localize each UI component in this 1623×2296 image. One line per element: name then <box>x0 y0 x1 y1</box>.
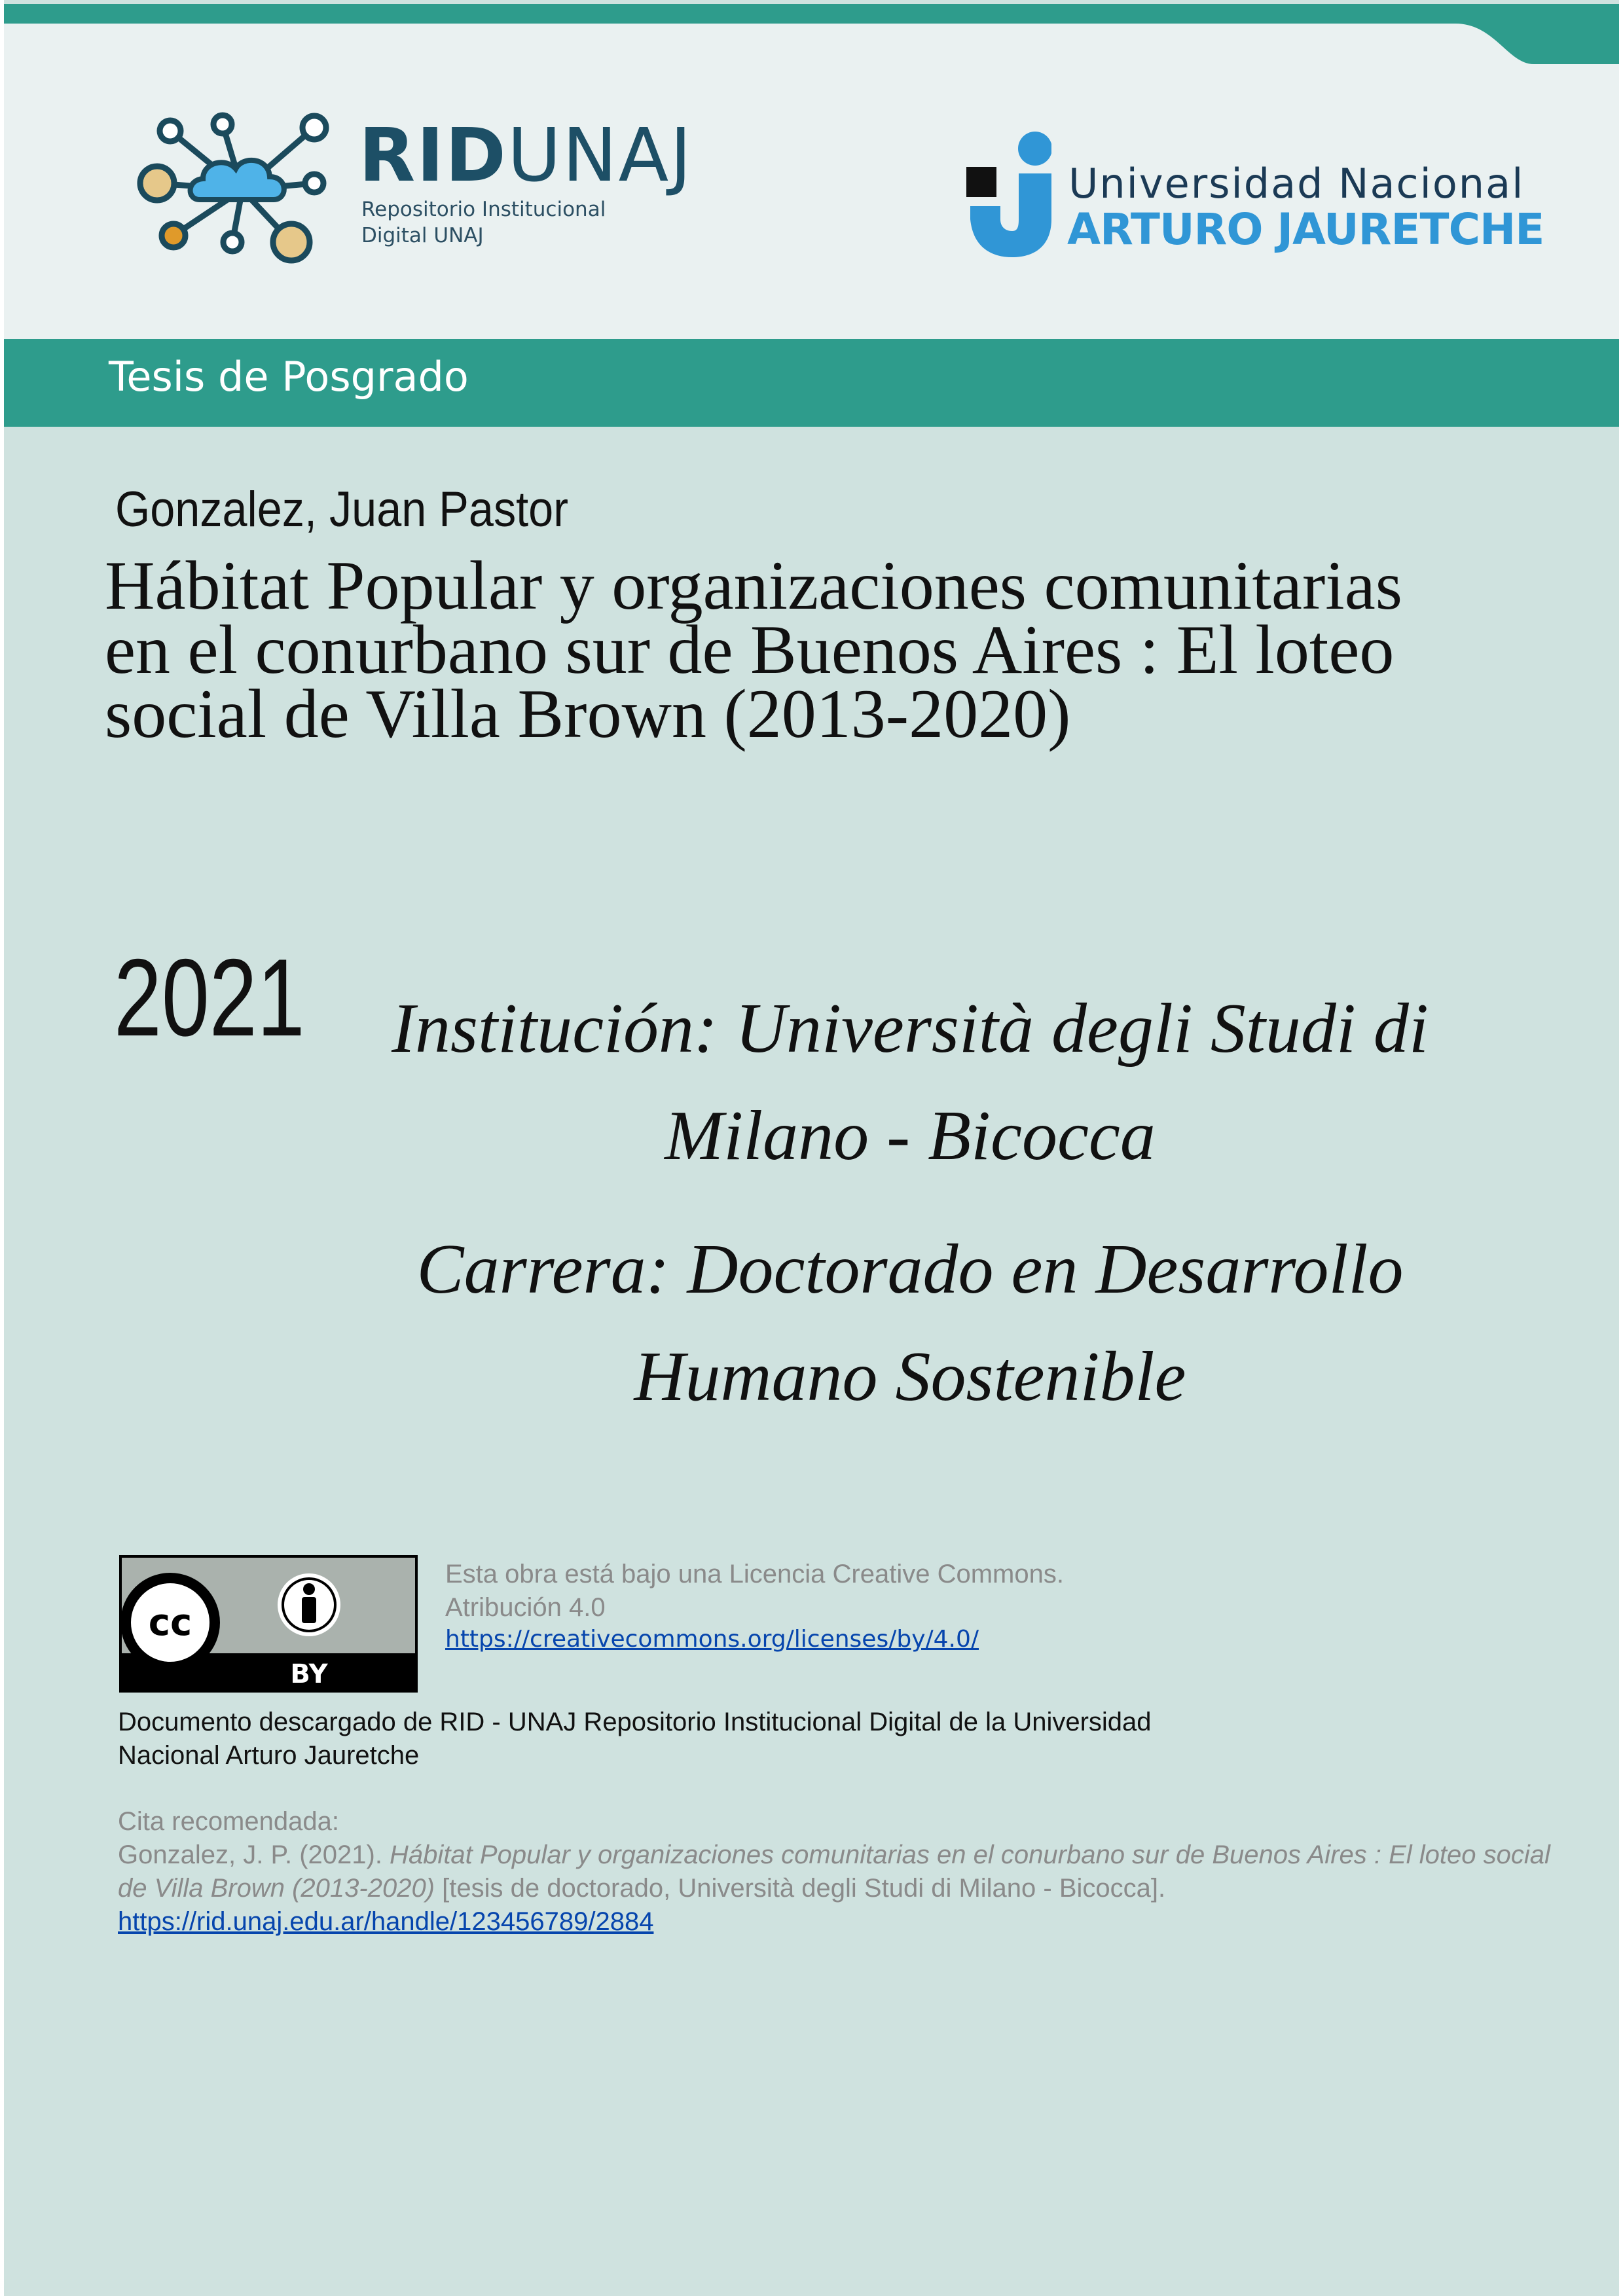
citation-text: Gonzalez, J. P. (2021). Hábitat Popular y organizaciones comunitarias en el conurbano sur de Buenos Aires : El loteo social de Villa Brown (2013-2020) [tesis de doctorado, Università degli Studi di Milano - Bicocca]. <box>118 1840 1550 1903</box>
institution: Institución: Università degli Studi di Milano - Bicocca <box>392 990 1429 1175</box>
cc-by-badge <box>119 1555 418 1693</box>
header-corner-decoration <box>1455 4 1619 69</box>
author-name: Gonzalez, Juan Pastor <box>115 482 568 537</box>
repository-name: RIDUNAJ <box>359 113 693 198</box>
repository-subtitle: Repositorio Institucional Digital UNAJ <box>361 198 606 247</box>
cc-letters: cc <box>148 1602 192 1644</box>
career: Carrera: Doctorado en Desarrollo Humano Sostenible <box>416 1230 1404 1416</box>
publication-year: 2021 <box>114 936 305 1059</box>
license-text: Esta obra está bajo una Licencia Creative Commons. Atribución 4.0 <box>445 1560 1064 1622</box>
header-top-bar <box>4 4 1619 24</box>
document-type-label: Tesis de Posgrado <box>109 353 469 401</box>
unaj-j-icon <box>966 128 1051 259</box>
citation-label: Cita recomendada: <box>118 1807 339 1836</box>
license-link[interactable]: https://creativecommons.org/licenses/by/4.0/ <box>445 1626 979 1653</box>
network-cloud-icon <box>124 111 360 268</box>
by-letters: BY <box>290 1659 328 1689</box>
thesis-title: Hábitat Popular y organizaciones comunitarias en el conurbano sur de Buenos Aires : El loteo social de Villa Brown (2013-2020) <box>105 547 1403 752</box>
page-right-border <box>1619 0 1623 2296</box>
citation-link[interactable]: https://rid.unaj.edu.ar/handle/123456789/2884 <box>118 1907 654 1936</box>
download-note: Documento descargado de RID - UNAJ Repositorio Institucional Digital de la Universidad Nacional Arturo Jauretche <box>118 1708 1152 1770</box>
university-name-line2: ARTURO JAURETCHE <box>1067 204 1544 255</box>
university-name-line1: Universidad Nacional <box>1068 160 1525 207</box>
